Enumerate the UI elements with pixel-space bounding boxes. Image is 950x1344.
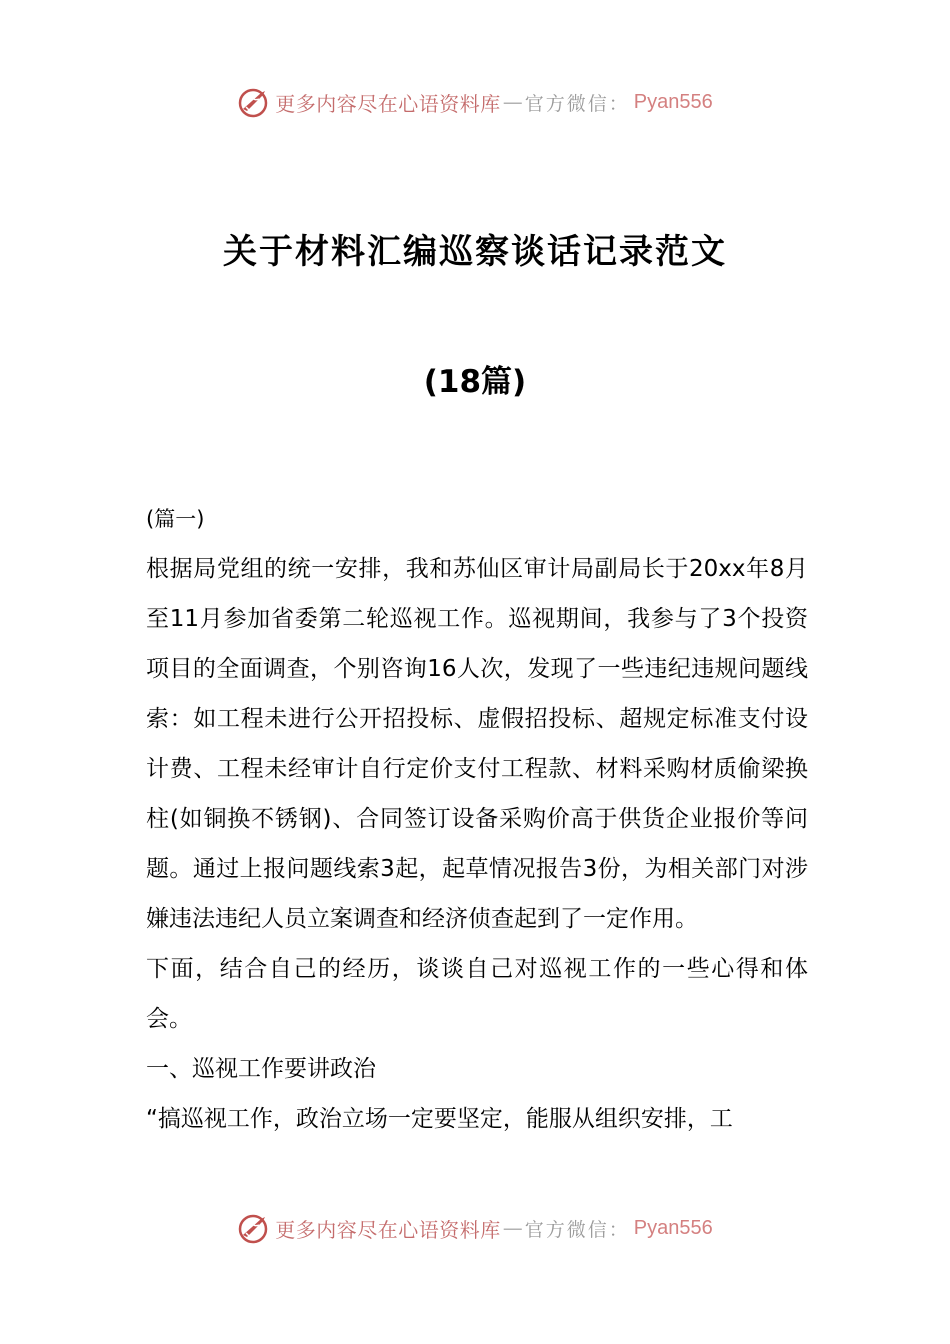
header-banner xyxy=(0,82,950,122)
quill-pen-logo-icon xyxy=(237,1211,271,1245)
banner-slogan: 更多内容尽在心语资料库 xyxy=(275,91,501,116)
document-body xyxy=(146,494,808,1144)
chapter-label: (篇一) xyxy=(146,507,205,531)
body-paragraph: 下面，结合自己的经历，谈谈自己对巡视工作的一些心得和体会。 xyxy=(146,956,808,1032)
banner-dash: — xyxy=(502,90,523,114)
banner-official-label: 官方微信： xyxy=(524,92,630,115)
banner-wechat-id: Pyan556 xyxy=(633,1216,713,1239)
banner-wechat-id: Pyan556 xyxy=(633,90,713,113)
banner-official-label: 官方微信： xyxy=(524,1218,630,1241)
section-heading: 一、巡视工作要讲政治 xyxy=(146,1056,376,1082)
quill-pen-logo-icon xyxy=(237,85,271,119)
body-paragraph: 根据局党组的统一安排，我和苏仙区审计局副局长于20xx年8月至11月参加省委第二轮巡视工作。巡视期间，我参与了3个投资项目的全面调查，个别咨询16人次，发现了一些违纪违规问题线索：如工程未进行公开招投标、虚假招投标、超规定标准支付设计费、工程未经审计自行定价支付工程款、材料采购材质偷梁换柱(如铜换不锈钢)、合同签订设备采购价高于供货企业报价等问题。通过上报问题线索3起，起草情况报告3份，为相关部门对涉嫌违法违纪人员立案调查和经济侦查起到了一定作用。 xyxy=(146,556,808,932)
footer-banner xyxy=(0,1208,950,1248)
body-paragraph: “搞巡视工作，政治立场一定要坚定，能服从组织安排，工 xyxy=(146,1106,733,1132)
document-subtitle: (18篇) xyxy=(423,364,527,400)
banner-dash: — xyxy=(502,1216,523,1240)
banner-slogan: 更多内容尽在心语资料库 xyxy=(275,1217,501,1242)
document-title: 关于材料汇编巡察谈话记录范文 xyxy=(223,232,727,272)
